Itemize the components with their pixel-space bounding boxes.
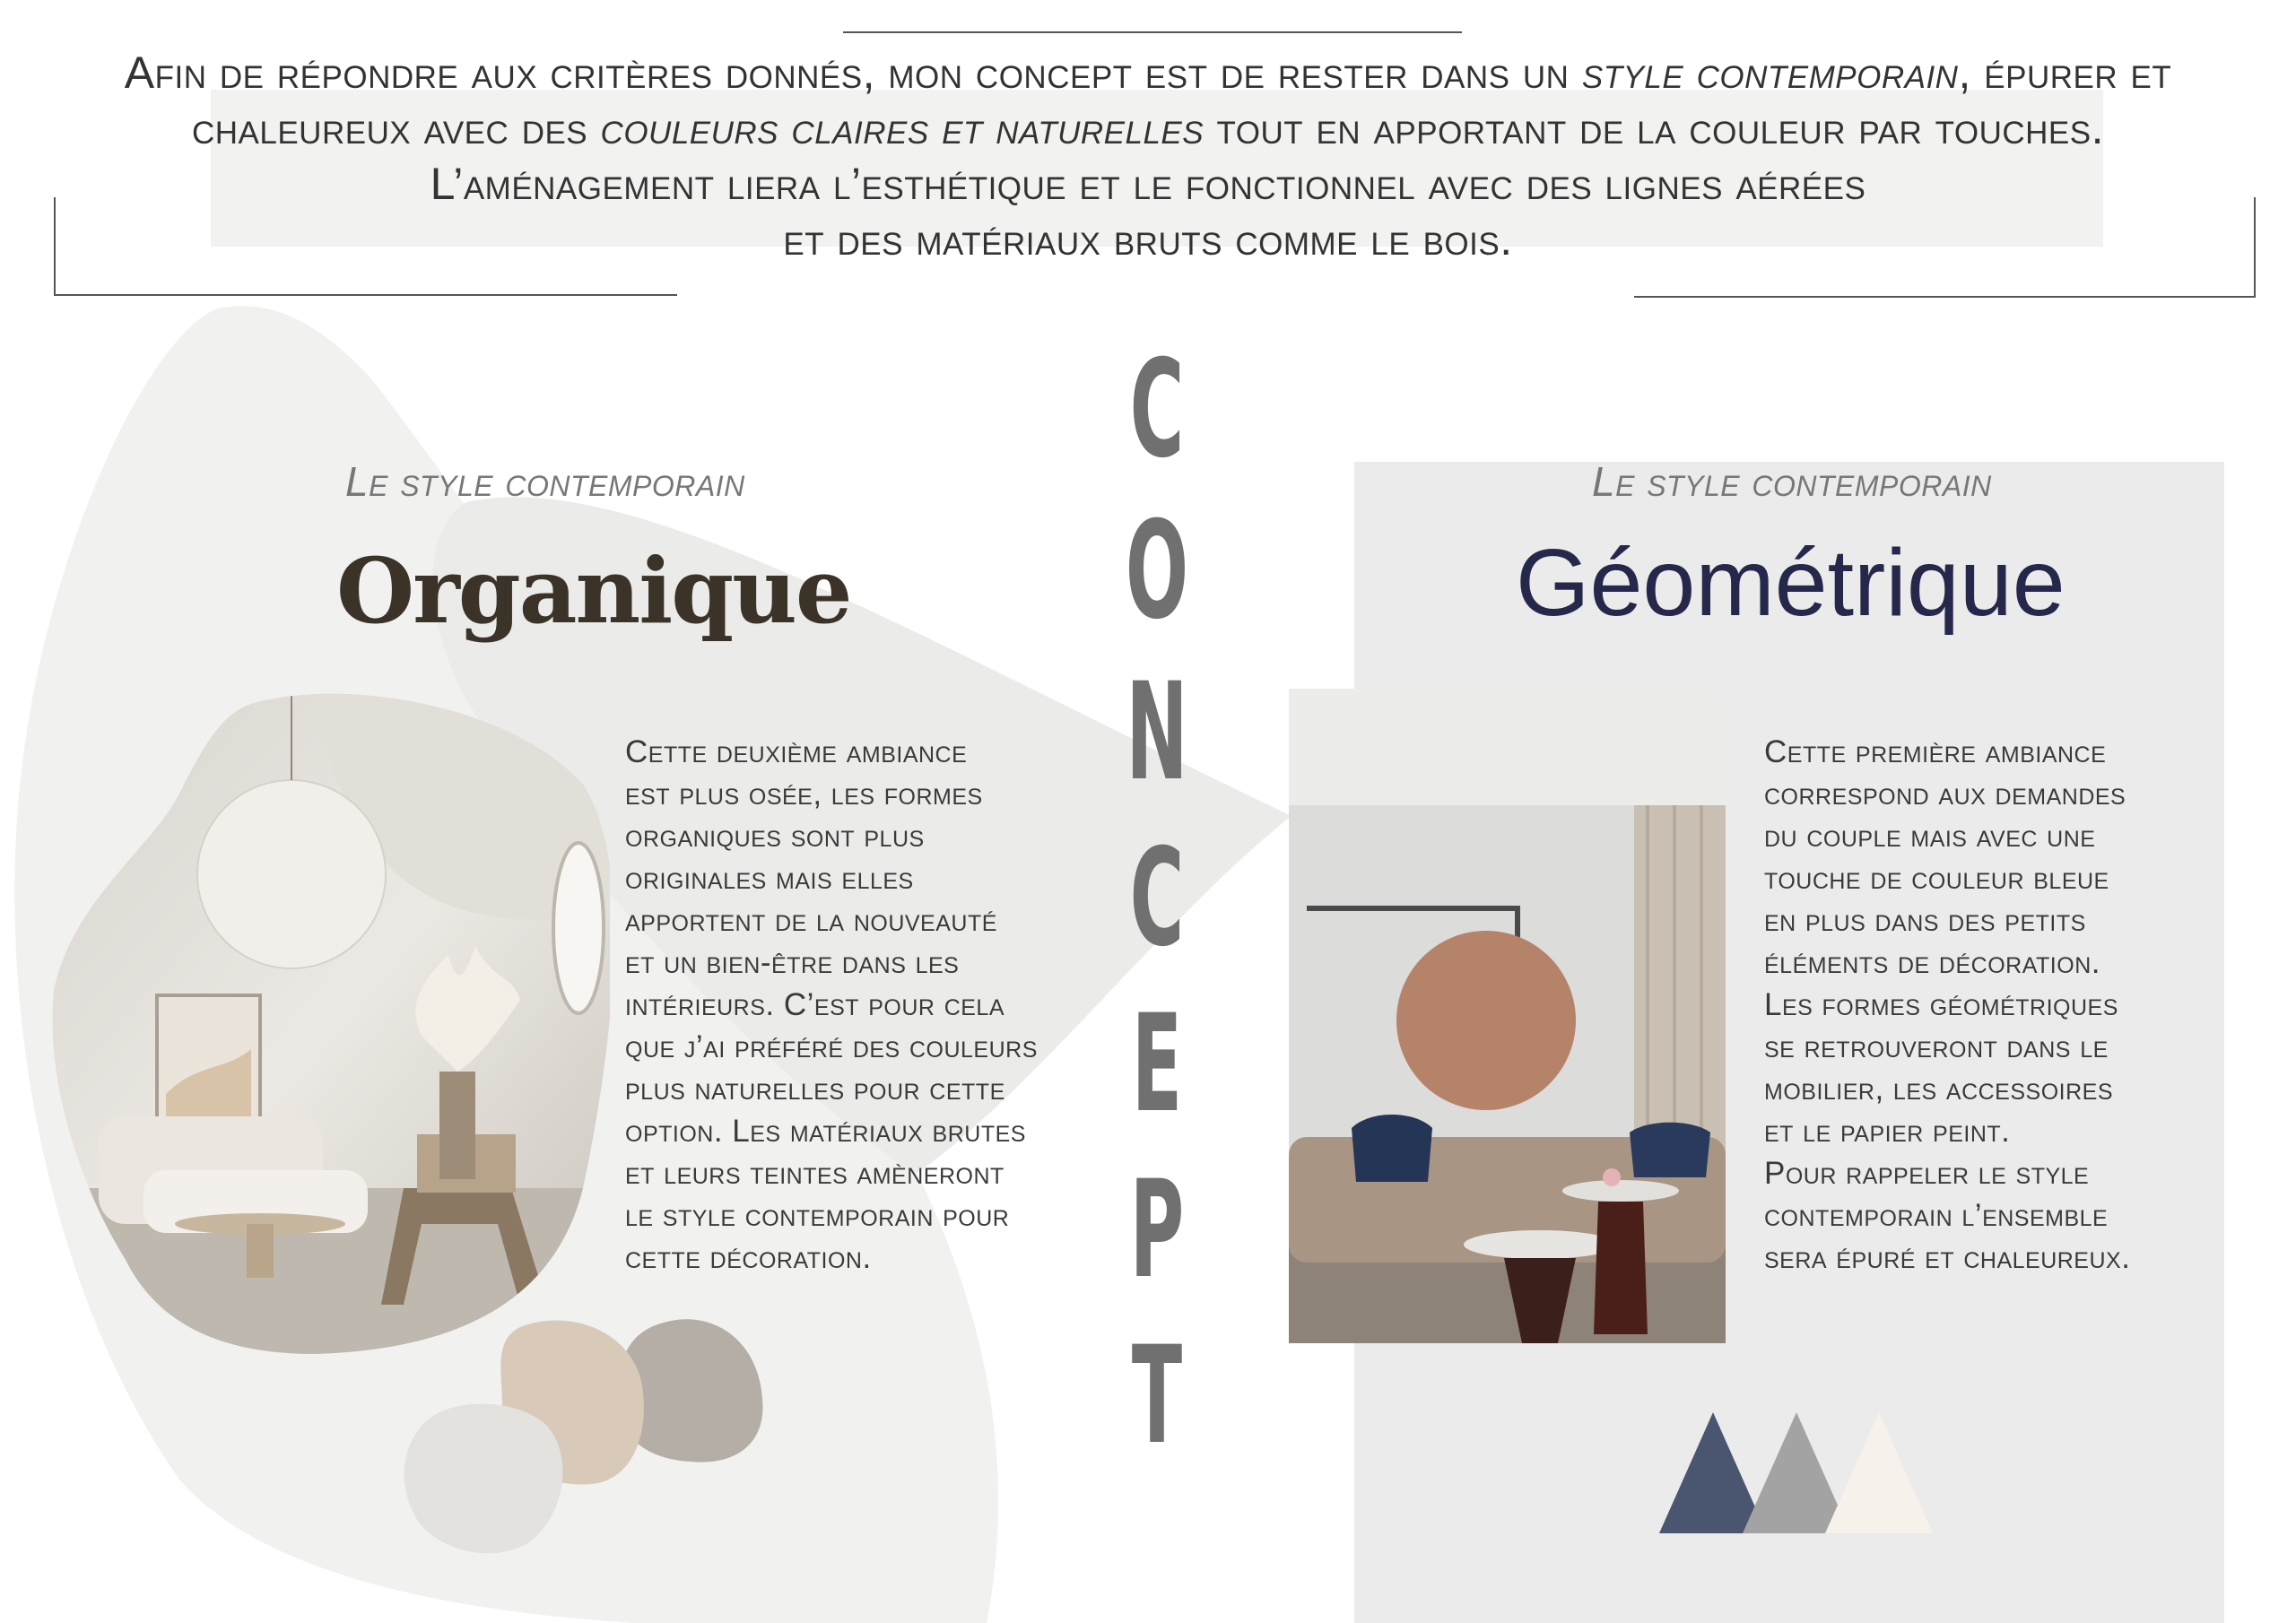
right-bracket-horizontal xyxy=(1634,296,2256,298)
organique-swatch xyxy=(404,1404,563,1554)
intro-paragraph: Afin de répondre aux critères donnés, mon concept est de rester dans un style contemporain, épurer et chaleureux avec des couleurs claires et naturelles tout en apportant de la couleur par touches. L’aménagement liera l’esthétique et le fonctionnel avec des lignes aérées et des matériaux bruts comme le bois. xyxy=(124,48,2172,265)
concept-letter: T xyxy=(1131,1318,1183,1474)
geometrique-description: Cette première ambiance correspond aux demandes du couple mais avec une touche de couleur bleue en plus dans des petits éléments de décoration. Les formes géométriques se retrouveront dans le mobilier, les accessoires et le papier peint. Pour rappeler le style contemporain l’ensemble sera épuré et chaleureux. xyxy=(1764,734,2131,1275)
organique-color-palette xyxy=(395,1309,771,1560)
concept-letter: N xyxy=(1126,655,1188,811)
intro-emphasis-style: style contemporain xyxy=(1581,48,1959,98)
concept-vertical-word xyxy=(1067,332,1247,1480)
geometrique-color-palette xyxy=(1655,1408,1960,1542)
concept-letter: C xyxy=(1129,820,1185,976)
organique-interior-photo xyxy=(45,686,610,1358)
left-bracket-vertical xyxy=(54,197,56,296)
concept-letter: E xyxy=(1131,986,1183,1142)
left-bracket-horizontal xyxy=(54,294,677,296)
right-bracket-vertical xyxy=(2254,197,2256,296)
organique-title: Organique xyxy=(336,538,851,644)
geometrique-interior-photo xyxy=(1289,689,1726,1343)
concept-letter: C xyxy=(1129,332,1185,488)
concept-letter: P xyxy=(1129,1152,1185,1308)
geometrique-title: Géométrique xyxy=(1516,530,2066,636)
concept-letter: O xyxy=(1125,493,1189,649)
organique-description: Cette deuxième ambiance est plus osée, les formes organiques sont plus originales mais elles apportent de la nouveauté et un bien-être dans les intérieurs. C’est pour cela que j’ai préféré des couleurs plus naturelles pour cette option. Les matériaux brutes et leurs teintes amèneront le style contemporain pour cette décoration. xyxy=(625,734,1038,1275)
organique-kicker: Le style contemporain xyxy=(345,458,745,505)
geometrique-swatch xyxy=(1825,1412,1933,1533)
intro-emphasis-colors: couleurs claires et naturelles xyxy=(600,103,1205,153)
geometrique-kicker: Le style contemporain xyxy=(1592,458,1992,505)
top-rule xyxy=(843,31,1462,33)
